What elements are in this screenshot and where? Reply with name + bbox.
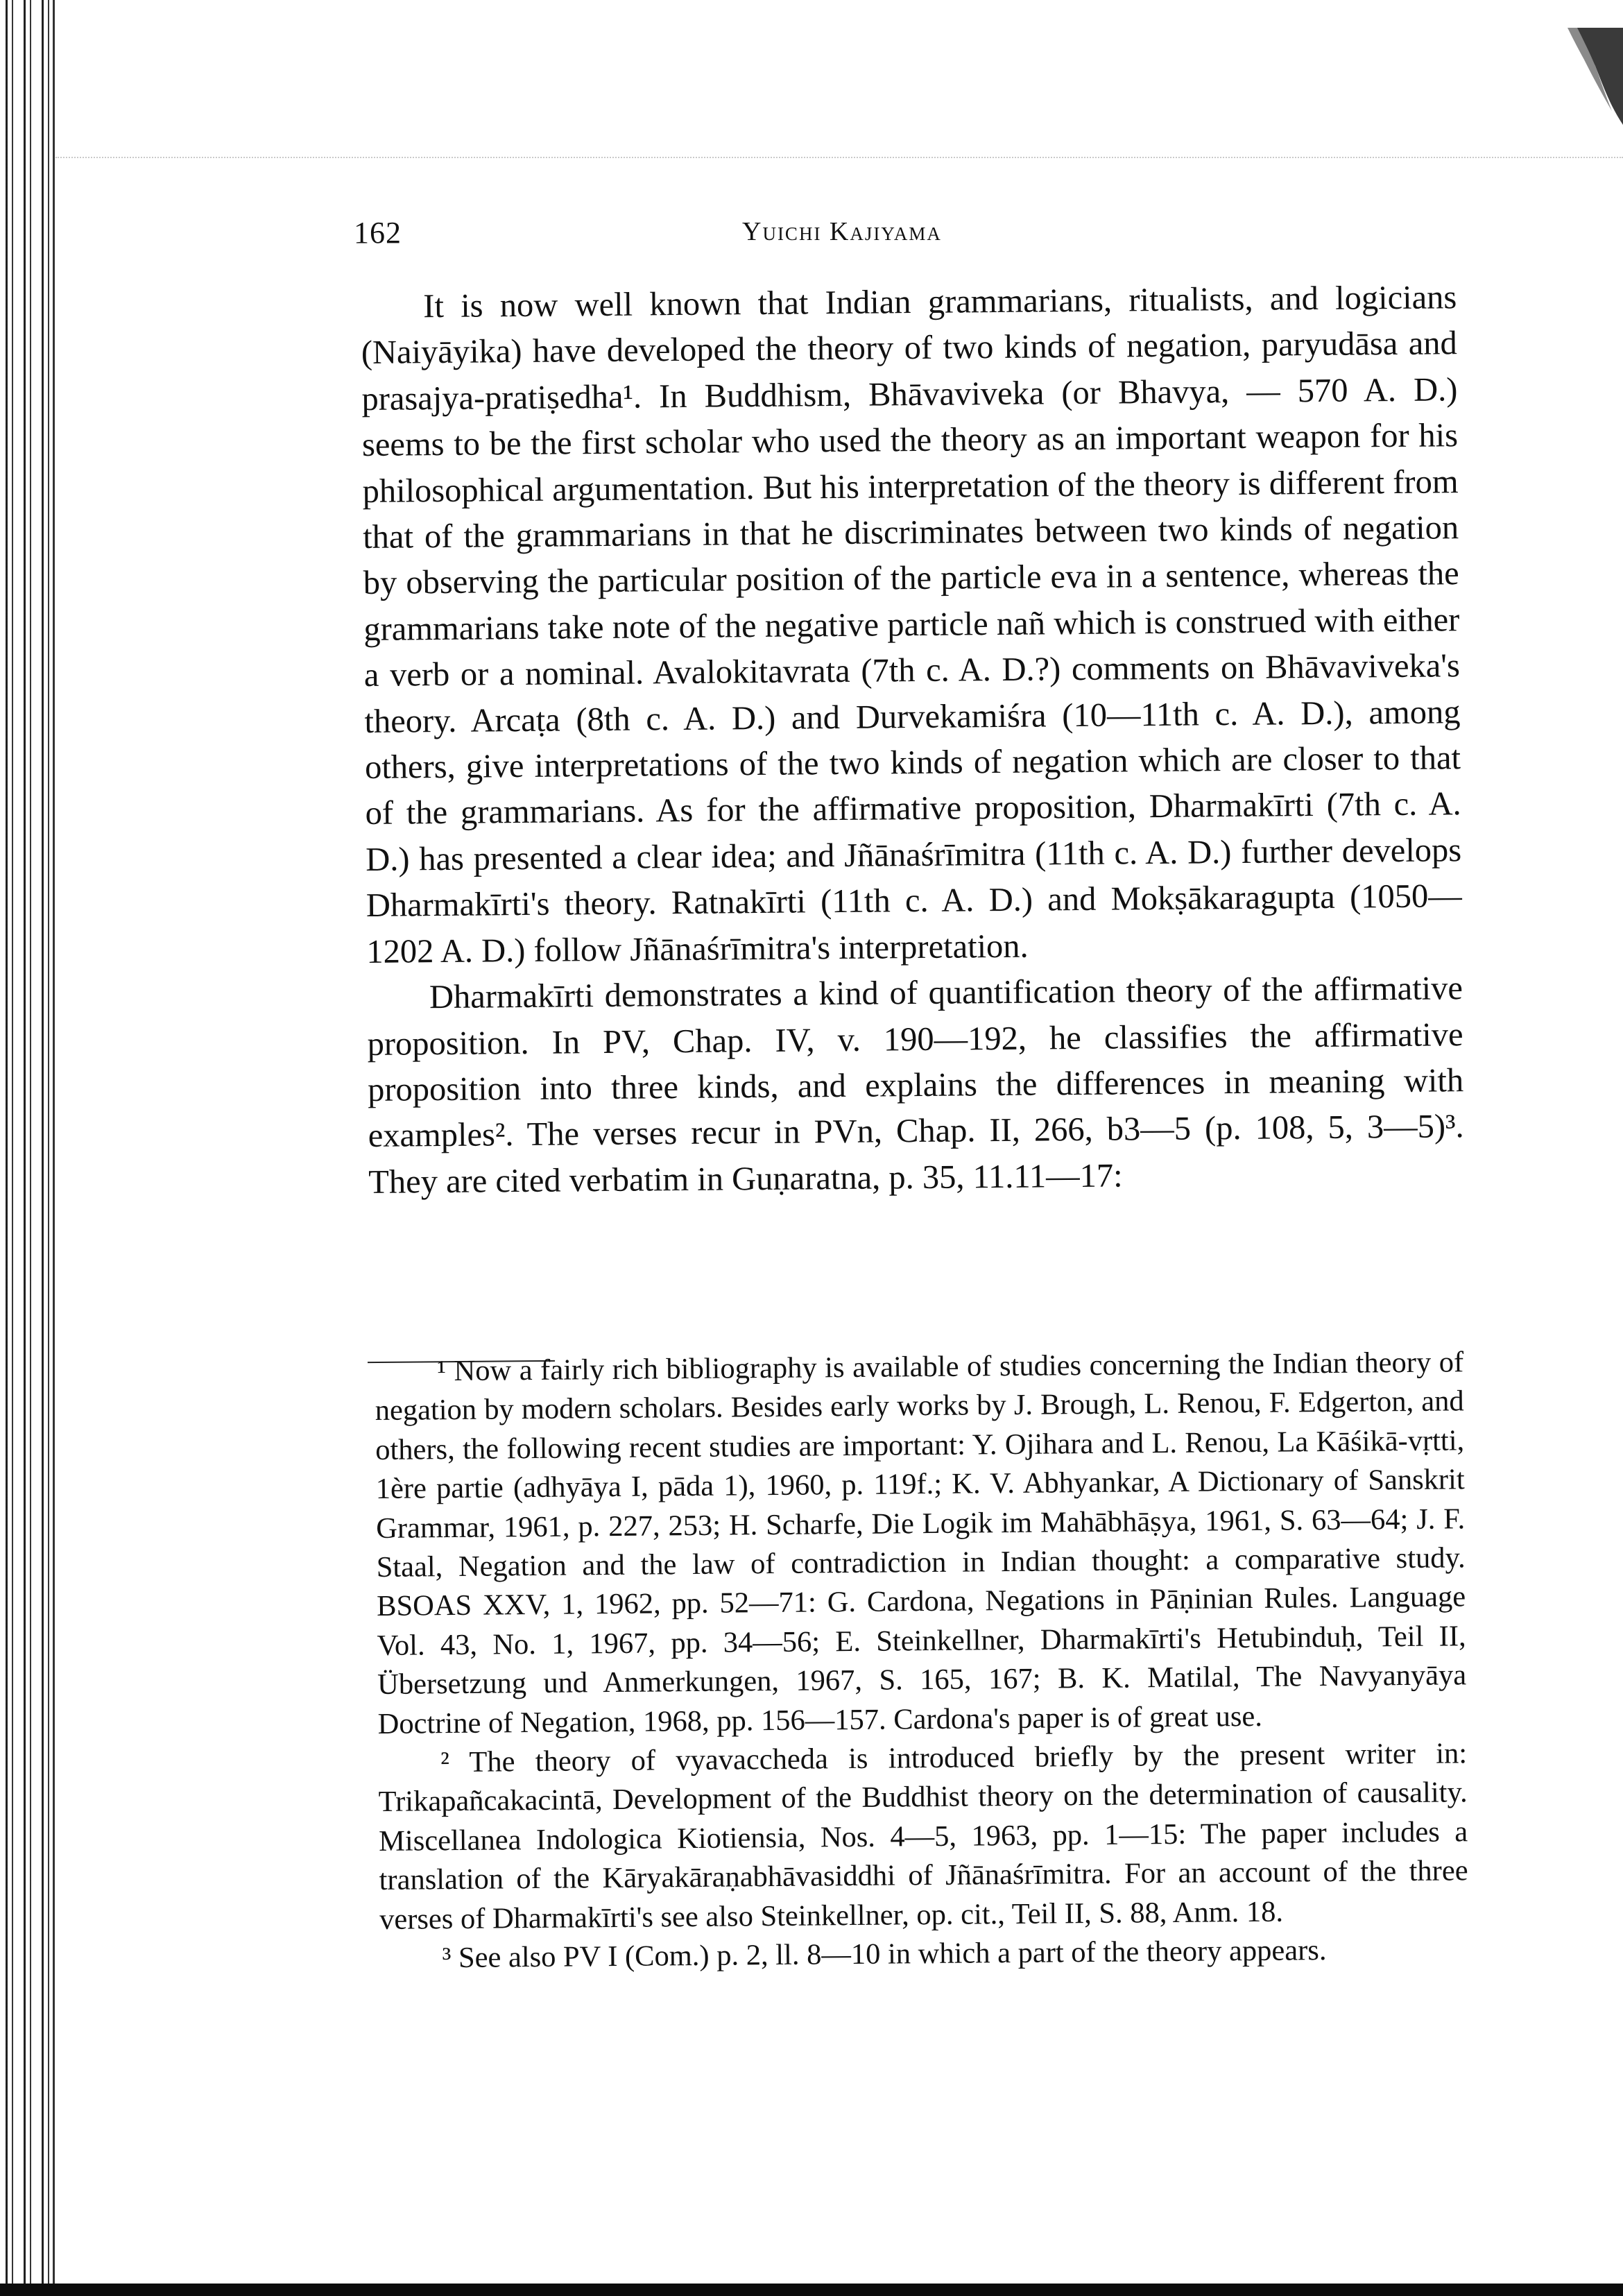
scan-bottom-edge [0, 2284, 1623, 2296]
page-number: 162 [354, 216, 402, 250]
body-paragraph-1: It is now well known that Indian grammarians, ritualists, and logicians (Naiyāyika) have developed the theory of two kinds of negation, paryudāsa and prasajya-pratiṣedha¹. In Buddhism, Bhāvaviveka (or Bhavya, — 570 A. D.) seems to be the first scholar who used the theory as an important weapon for his philosophical argumentation. But his interpretation of the theory is different from that of the grammarians in that he discriminates between two kinds of negation by observing the particular position of the particle eva in a sentence, whereas the grammarians take note of the negative particle nañ which is construed with either a verb or a nominal. Avalokitavrata (7th c. A. D.?) comments on Bhāvaviveka's theory. Arcaṭa (8th c. A. D.) and Durvekamiśra (10—11th c. A. D.), among others, give interpretations of the two kinds of negation which are closer to that of the grammarians. As for the affirmative proposition, Dharmakīrti (7th c. A. D.) has presented a clear idea; and Jñānaśrīmitra (11th c. A. D.) further develops Dharmakīrti's theory. Ratnakīrti (11th c. A. D.) and Mokṣākaragupta (1050—1202 A. D.) follow Jñānaśrīmitra's interpretation. [361, 279, 1462, 970]
footnote-2: ² The theory of vyavaccheda is introduced briefly by the present writer in: Trikapañcakacintā, Development of the Buddhist theory on the determination of causality. Miscellanea Indologica Kiotiensia, Nos. 4—5, 1963, pp. 1—15: The paper includes a translation of the Kāryakāraṇabhāvasiddhi of Jñānaśrīmitra. For an account of the three verses of Dharmakīrti's see also Steinkellner, op. cit., Teil II, S. 88, Anm. 18. [378, 1737, 1468, 1936]
scan-fold-line [55, 157, 1623, 158]
body-paragraph-2: Dharmakīrti demonstrates a kind of quantification theory of the affirmative proposition. In PV, Chap. IV, v. 190—192, he classifies the affirmative proposition into three kinds, and explains the differences in meaning with examples². The verses recur in PVn, Chap. II, 266, b3—5 (p. 108, 5, 3—5)³. They are cited verbatim in Guṇaratna, p. 35, 11.11—17: [367, 970, 1464, 1201]
page-header [354, 208, 1457, 264]
running-head-author: Yuichi Kajiyama [742, 217, 942, 246]
footnote-1: ¹ Now a fairly rich bibliography is available of studies concerning the Indian theory of negation by modern scholars. Besides early works by J. Brough, L. Renou, F. Edgerton, and others, the following recent studies are important: Y. Ojihara and L. Renou, La Kāśikā-vṛtti, 1ère partie (adhyāya I, pāda 1), 1960, p. 119f.; K. V. Abhyankar, A Dictionary of Sanskrit Grammar, 1961, p. 227, 253; H. Scharfe, Die Logik im Mahābhāṣya, 1961, S. 63—64; J. F. Staal, Negation and the law of contradiction in Indian thought: a comparative study. BSOAS XXV, 1, 1962, pp. 52—71: G. Cardona, Negations in Pāṇinian Rules. Language Vol. 43, No. 1, 1967, pp. 34—56; E. Steinkellner, Dharmakīrti's Hetubinduḥ, Teil II, Übersetzung und Anmerkungen, 1967, S. 165, 167; B. K. Matilal, The Navyanyāya Doctrine of Negation, 1968, pp. 156—157. Cardona's paper is of great use. [375, 1346, 1467, 1740]
footnotes [375, 1343, 1469, 1978]
scan-corner-shadow [1561, 28, 1623, 125]
scan-gutter-shadow [0, 0, 54, 2296]
main-text [361, 275, 1465, 1206]
scan-gutter-edge [53, 0, 55, 2296]
footnote-3: ³ See also PV I (Com.) p. 2, ll. 8—10 in which a part of the theory appears. [442, 1934, 1327, 1975]
